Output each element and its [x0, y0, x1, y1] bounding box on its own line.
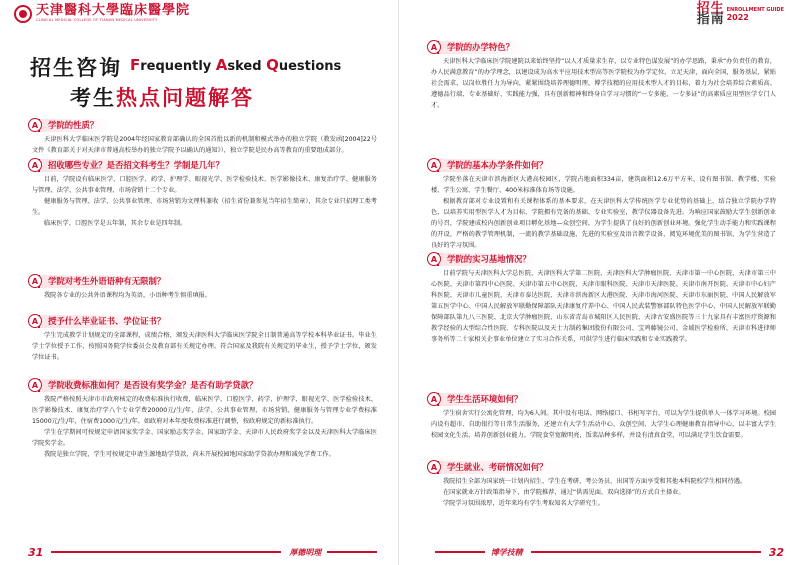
- page-number-right: 32: [768, 545, 784, 559]
- answer-paragraph: 天津医科大学临床医学院建院以来始终坚持“以人才质量求生存，以专业特色谋发展”的办学思路，秉承“办负责任的教育，办人民满意教育”的办学理念，以建设成为高水平应用技术型高等医学院校为办学定位，立足天津，面向全国，服务基层，紧贴社会需求，以岗位胜任力为导向，紧紧围绕培养理德明理、博学技精的应用技术型人才的目标，着力为社会培养综合素质高、遵德品行端、专业基础好、实践能力强，具有创新精神和终身自学习习惯的“一专多能、一专多证”的高素质应用型医学专门人才。: [431, 58, 776, 109]
- faq-question: [28, 118, 112, 132]
- answer-badge-icon: A: [427, 392, 441, 406]
- faq-answer: [431, 174, 776, 251]
- footer-rule: [51, 551, 281, 553]
- footer-rule: [531, 551, 761, 553]
- faq-title: [30, 52, 342, 112]
- faq-question: [28, 274, 179, 288]
- answer-paragraph: 健康服务与管理、法学、公共事业管理、市场营销为文理科兼收（招生省份兼参见当年招生简章），其余专业只招理工类考生。: [32, 198, 377, 216]
- faq-answer: [32, 174, 377, 229]
- question-text: 授予什么毕业证书、学位证书？: [48, 316, 166, 326]
- faq-answer: [32, 394, 377, 460]
- answer-paragraph: 学院学习氛围浓厚，近年来均有学生考取知名大学研究生。: [443, 500, 604, 507]
- footer-rule: [435, 551, 485, 553]
- faq-answer: [431, 476, 776, 509]
- question-text: 学生生活环境如何？: [447, 394, 523, 404]
- faq-answer: [32, 290, 377, 301]
- answer-badge-icon: A: [427, 252, 441, 266]
- enroll-year: 2022: [726, 13, 749, 22]
- answer-badge-icon: A: [28, 274, 42, 288]
- school-name-cn: 天津醫科大學臨床醫學院: [36, 3, 191, 18]
- answer-paragraph: 学生宿舍实行公寓化管理，均为6人间。其中设有电话、网络接口、书柜写字台，可以为学生提供单人一体学习环境。校园内设有超市、自助银行等日常生活服务，还建立有大学生活动中心、众创空间、大学生心理健康教育指导中心，以丰富大学生校园文化生活，培养创新创业能力。学院食堂宽敞明亮，饭菜品种多样，并设有清真食堂，可以满足学生饮食需要。: [431, 410, 776, 439]
- school-logo: [14, 4, 190, 23]
- answer-paragraph: 在国家就业方针政策指导下，由学院推荐，通过“供需见面、双向选择”的方式自主择业。: [443, 489, 685, 496]
- page-number-left: 31: [28, 545, 44, 559]
- question-text: 招收哪些专业？是否招文科考生？学制是几年？: [48, 160, 224, 170]
- title-en-rest: uestions: [278, 59, 342, 74]
- question-text: 学院的实习基地情况？: [447, 254, 531, 264]
- title-en-cap: F: [130, 56, 141, 74]
- footer-right: [399, 545, 784, 559]
- faq-question: [427, 158, 562, 172]
- question-bar: [437, 461, 562, 474]
- title-en-cap: A: [215, 56, 228, 74]
- title-en-rest: sked: [227, 59, 267, 74]
- faq-question: [427, 252, 545, 266]
- question-bar: [437, 253, 545, 266]
- footer-motto-left: 厚德明理: [289, 547, 322, 557]
- answer-paragraph: 临床医学、口腔医学是五年制，其余专业是四年制。: [44, 220, 187, 227]
- faq-answer: [32, 134, 377, 156]
- title-english: [130, 56, 341, 74]
- answer-paragraph: 根据教育部对专业设置和有关课程体系的基本要求，在天津医科大学传统医学专业优势的基础上，结合独立学院办学特色，以培养实用型医学人才为目标，学院拥有完备的基础、专业实验室，教学仪器设备先进。为响应国家鼓励大学生创新创业的号召，学院建成校内创新创业项目孵化基地—众创空间，为学生提供了良好的创新创业环境。强化学生动手能力和实践课程的开设，严格的教学管理机制，一流的教学基础设施、先进的实验室及语音教学设备、阅览环境优美的图书馆，为学生营造了良好的学习氛围。: [431, 198, 776, 249]
- faq-question: [28, 314, 179, 328]
- answer-paragraph: 天津医科大学临床医学院是2004年经国家教育部确认的全国首批以新的机制和模式举办的独立学院（教发函[2004]22号文件《教育部关于对天津市普通高校举办的独立学院予以确认的通知》），独立学院是民办高等教育的重要组成部分。: [32, 136, 377, 154]
- faq-answer: [431, 268, 776, 345]
- footer-rule: [327, 551, 377, 553]
- school-seal-icon: [14, 5, 32, 23]
- answer-paragraph: 我院是独立学院，学生可按规定申请生源地助学贷款，尚未开展校园地国家助学贷款办理和减免学费工作。: [44, 451, 335, 458]
- answer-badge-icon: A: [427, 158, 441, 172]
- question-bar: [437, 159, 562, 172]
- enrollment-guide-logo: [697, 3, 784, 25]
- question-text: 学院对考生外语语种有无限制？: [48, 276, 166, 286]
- faq-question: [28, 158, 238, 172]
- faq-question: [28, 378, 271, 392]
- question-text: 学院的基本办学条件如何？: [447, 160, 548, 170]
- right-page: [399, 0, 798, 565]
- answer-badge-icon: A: [28, 118, 42, 132]
- answer-badge-icon: A: [28, 158, 42, 172]
- question-bar: [38, 119, 112, 132]
- question-bar: [38, 275, 179, 288]
- faq-answer: [32, 330, 377, 363]
- school-name-en: CLINICAL MEDICAL COLLEGE OF TIANJIN MEDICAL UNIVERSITY: [36, 18, 158, 22]
- faq-question: [427, 40, 528, 54]
- question-text: 学院的性质？: [48, 120, 99, 130]
- question-text: 学院收费标准如何？是否设有奖学金？是否有助学贷款？: [48, 380, 258, 390]
- question-bar: [437, 393, 536, 406]
- question-text: 学生就业、考研情况如何？: [447, 462, 548, 472]
- answer-badge-icon: A: [28, 378, 42, 392]
- question-bar: [38, 315, 179, 328]
- answer-paragraph: 学生在学期间可按规定申请国家奖学金、国家励志奖学金、国家助学金、天津市人民政府奖学金以及天津医科大学临床医学院奖学金。: [32, 429, 377, 447]
- question-bar: [437, 41, 528, 54]
- faq-question: [427, 460, 562, 474]
- footer-motto-right: 博学技精: [490, 547, 523, 557]
- answer-paragraph: 我院严格按照天津市市政府核定的收费标准执行收费，临床医学、口腔医学、药学、护理学、眼视光学、医学检验技术、医学影像技术、康复治疗学八个专业学费20000元/生/年，法学、公共事业管理、市场营销、健康服务与管理专业学费标准15000元/生/年，住宿费1000元/生/年。如政府对本年度收费标准进行调整，按政府规定的新标准执行。: [32, 396, 377, 425]
- title-en-rest: requently: [140, 59, 216, 74]
- question-bar: [38, 379, 271, 392]
- faq-question: [427, 392, 536, 406]
- title-line2: 考生热点问题解答: [70, 86, 254, 110]
- title-line1: 招生咨询: [30, 56, 122, 80]
- answer-paragraph: 我院招生全部为国家统一计划内招生，学生在考研、考公务员、出国等方面享受和其他本科院校学生相同待遇。: [443, 478, 747, 485]
- footer-left: [28, 545, 399, 559]
- answer-paragraph: 目前学院与天津医科大学总医院、天津医科大学第二医院、天津医科大学肿瘤医院、天津市第一中心医院、天津市第三中心医院、天津市第四中心医院、天津市第五中心医院、天津市眼科医院、天津市天津医院、天津市南开医院、天津市中心妇产科医院、天津市儿童医院、天津市泰达医院、天津市滨海新区大港医院、天津市海河医院、天津市东丽医院、中国人民解放军第五医学中心、中国人民解放军联勤保障部队天津康复疗养中心、中国人民武装警察部队特色医学中心、中国人民解放军联勤保障部队第九八三医院、北京大学肿瘤医院、山东省青岛市城阳区人民医院、天津古安盛医院等三十九家具有丰富医疗资源和教学经验的大型综合性医院、专科医院以及天士力制药集团股份有限公司、宝鸡藤镜公司、金域医学检验所、天津市科进律师事务所等二十家相关企事业单位建立了实习合作关系，可供学生进行临床实践和专业实践教学。: [431, 270, 776, 343]
- answer-paragraph: 学院坐落在天津市滨海新区大港高校园区，学院占地面积334亩，建筑面积12.6万平方米，设有图书馆、教学楼、实验楼、学生公寓、学生餐厅、400米标准体育场等设施。: [431, 176, 776, 194]
- question-text: 学院的办学特色？: [447, 42, 514, 52]
- answer-badge-icon: A: [28, 314, 42, 328]
- answer-paragraph: 目前，学院设有临床医学、口腔医学、药学、护理学、眼视光学、医学检验技术、医学影像技术、康复治疗学、健康服务与管理、法学、公共事业管理、市场营销十二个专业。: [32, 176, 377, 194]
- title-en-cap: Q: [266, 56, 279, 74]
- answer-badge-icon: A: [427, 40, 441, 54]
- faq-answer: [431, 408, 776, 441]
- faq-answer: [431, 56, 776, 111]
- question-bar: [38, 159, 238, 172]
- enroll-cn-1: 招生: [696, 1, 725, 16]
- answer-paragraph: 学生完成教学计划规定的全部课程，成绩合格，颁发天津医科大学临床医学院全日制普通高等学校本科毕业证书。毕业生学士学位授予工作，按照国务院学位委员会及教育部有关规定办理。符合国家及我院有关规定的毕业生，授予学士学位，颁发学位证书。: [32, 332, 377, 361]
- enroll-en: ENROLLMENT GUIDE: [726, 7, 784, 13]
- answer-paragraph: 我院各专业的公共外语课程均为英语，小语种考生慎重填报。: [44, 292, 212, 299]
- enroll-cn-2: 指南: [696, 12, 725, 27]
- answer-badge-icon: A: [427, 460, 441, 474]
